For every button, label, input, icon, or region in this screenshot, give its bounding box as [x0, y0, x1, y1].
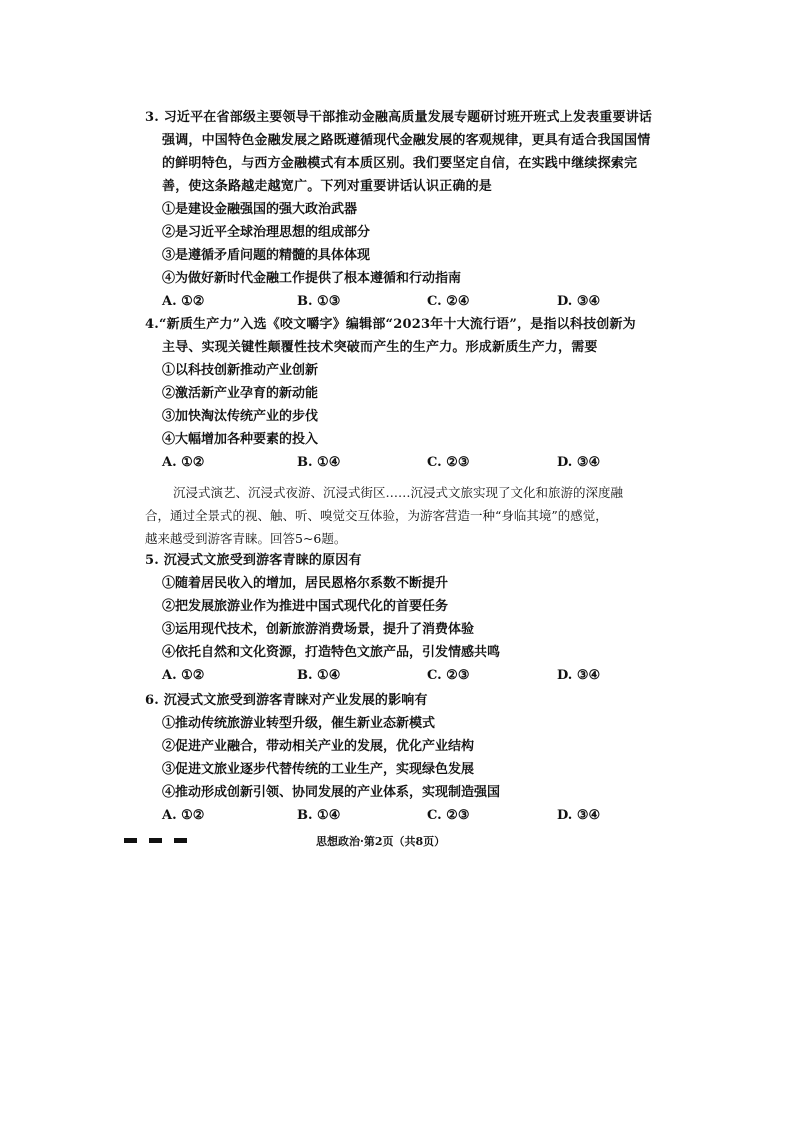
question-5-choices	[145, 664, 665, 687]
question-3-option-3: ③是遵循矛盾问题的精髓的具体体现	[162, 248, 371, 263]
question-3	[145, 106, 665, 313]
question-4-line-2: 主导、实现关键性颠覆性技术突破而产生的生产力。形成新质生产力，需要	[162, 340, 598, 355]
choice-c[interactable]: C. ②④	[427, 294, 470, 309]
choice-a[interactable]: A. ①②	[162, 455, 205, 470]
question-4-line-1: 4.“新质生产力”入选《咬文嚼字》编辑部“2023年十大流行语”，是指以科技创新为	[145, 317, 636, 332]
choice-a[interactable]: A. ①②	[162, 808, 205, 823]
page-number: 思想政治·第2页（共8页）	[316, 835, 446, 848]
question-3-line-2: 强调，中国特色金融发展之路既遵循现代金融发展的客观规律，更具有适合我国国情	[162, 133, 651, 148]
choice-a[interactable]: A. ①②	[162, 668, 205, 683]
question-6-line-1: 6. 沉浸式文旅受到游客青睐对产业发展的影响有	[145, 693, 428, 708]
question-5	[145, 549, 665, 687]
question-6-choices	[145, 804, 665, 827]
question-6-option-1: ①推动传统旅游业转型升级，催生新业态新模式	[162, 716, 436, 731]
question-6	[145, 689, 665, 827]
material-line-3: 越来越受到游客青睐。回答5~6题。	[145, 531, 347, 546]
material-passage	[145, 481, 660, 550]
question-4-option-1: ①以科技创新推动产业创新	[162, 363, 319, 378]
question-5-option-3: ③运用现代技术，创新旅游消费场景，提升了消费体验	[162, 622, 475, 637]
question-6-option-3: ③促进文旅业逐步代替传统的工业生产，实现绿色发展	[162, 762, 475, 777]
question-3-line-4: 善，使这条路越走越宽广。下列对重要讲话认识正确的是	[162, 179, 493, 194]
question-4	[145, 313, 665, 474]
question-4-choices	[145, 451, 665, 474]
material-line-2: 合，通过全景式的视、触、听、嗅觉交互体验，为游客营造一种“身临其境”的感觉，	[145, 508, 608, 523]
choice-d[interactable]: D. ③④	[557, 455, 601, 470]
question-4-option-4: ④大幅增加各种要素的投入	[162, 432, 319, 447]
choice-d[interactable]: D. ③④	[557, 294, 601, 309]
choice-b[interactable]: B. ①④	[297, 668, 341, 683]
choice-b[interactable]: B. ①④	[297, 455, 341, 470]
question-3-option-4: ④为做好新时代金融工作提供了根本遵循和行动指南	[162, 271, 462, 286]
question-3-option-1: ①是建设金融强国的强大政治武器	[162, 202, 358, 217]
question-5-option-2: ②把发展旅游业作为推进中国式现代化的首要任务	[162, 599, 449, 614]
footer-mark-icon	[149, 838, 162, 843]
question-5-line-1: 5. 沉浸式文旅受到游客青睐的原因有	[145, 553, 362, 568]
question-3-option-2: ②是习近平全球治理思想的组成部分	[162, 225, 371, 240]
choice-b[interactable]: B. ①④	[297, 808, 341, 823]
question-4-option-2: ②激活新产业孕育的新动能	[162, 386, 319, 401]
question-5-option-1: ①随着居民收入的增加，居民恩格尔系数不断提升	[162, 576, 449, 591]
choice-d[interactable]: D. ③④	[557, 808, 601, 823]
question-3-choices	[145, 290, 665, 313]
question-3-line-1: 3. 习近平在省部级主要领导干部推动金融高质量发展专题研讨班开班式上发表重要讲话	[145, 110, 653, 125]
question-6-option-4: ④推动形成创新引领、协同发展的产业体系，实现制造强国	[162, 785, 501, 800]
question-3-line-3: 的鲜明特色，与西方金融模式有本质区别。我们要坚定自信，在实践中继续探索完	[162, 156, 638, 171]
material-line-1: 沉浸式演艺、沉浸式夜游、沉浸式街区……沉浸式文旅实现了文化和旅游的深度融	[173, 485, 624, 500]
question-5-option-4: ④依托自然和文化资源，打造特色文旅产品，引发情感共鸣	[162, 645, 501, 660]
choice-c[interactable]: C. ②③	[427, 668, 470, 683]
footer-mark-icon	[124, 838, 137, 843]
footer-mark-icon	[174, 838, 187, 843]
choice-b[interactable]: B. ①③	[297, 294, 341, 309]
question-6-option-2: ②促进产业融合，带动相关产业的发展，优化产业结构	[162, 739, 475, 754]
choice-c[interactable]: C. ②③	[427, 455, 470, 470]
page-footer	[120, 832, 680, 852]
choice-a[interactable]: A. ①②	[162, 294, 205, 309]
question-4-option-3: ③加快淘汰传统产业的步伐	[162, 409, 319, 424]
choice-c[interactable]: C. ②③	[427, 808, 470, 823]
choice-d[interactable]: D. ③④	[557, 668, 601, 683]
